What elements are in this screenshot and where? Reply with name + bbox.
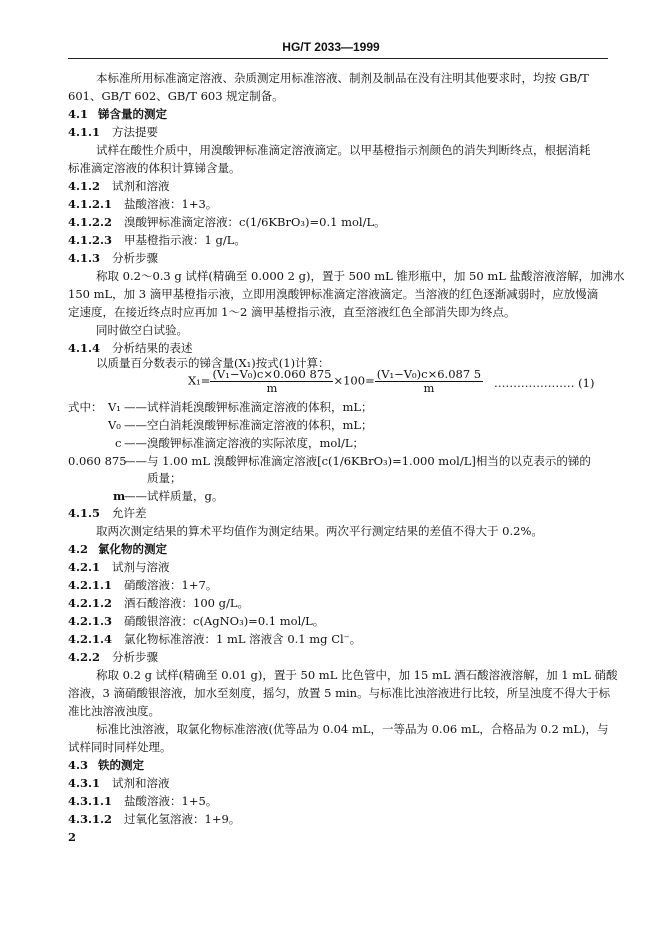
formula-fraction-2 (375, 368, 483, 395)
item-text: 溴酸钾标准滴定溶液：c(1/6KBrO₃)=0.1 mol/L。 (124, 215, 386, 229)
section-4-1-1-title: 方法提要 (112, 125, 158, 139)
section-4-2-2-title: 分析步骤 (112, 650, 158, 664)
formula-denominator-1: m (266, 381, 278, 395)
procedure-line-4: 同时做空白试验。 (96, 323, 188, 337)
section-4-1-2-title: 试剂和溶液 (112, 179, 170, 193)
var-desc: ——与 1.00 mL 溴酸钾标准滴定溶液[c(1/6KBrO₃)=1.000 mol/L]相当的以克表示的锑的 (124, 454, 591, 468)
section-4-1-5-number: 4.1.5 (68, 506, 101, 520)
section-4-1-number: 4.1 (68, 107, 89, 121)
item-number: 4.1.2.1 (68, 197, 113, 211)
section-4-3-title: 铁的测定 (98, 758, 144, 772)
section-4-1-4-title: 分析结果的表述 (112, 341, 193, 355)
var-desc: ——试样质量，g。 (124, 489, 224, 503)
section-4-2-title: 氯化物的测定 (98, 542, 167, 556)
item-text: 氯化物标准溶液：1 mL 溶液含 0.1 mg Cl⁻。 (124, 632, 362, 646)
chloride-procedure-line-5: 试样同时同样处理。 (68, 740, 172, 754)
section-4-1-2-number: 4.1.2 (68, 179, 101, 193)
section-4-1-1-number: 4.1.1 (68, 125, 101, 139)
formula-numerator-1: (V₁−V₀)c×0.060 875 (212, 367, 332, 381)
standard-header: HG/T 2033—1999 (282, 40, 380, 54)
section-4-2-number: 4.2 (68, 542, 89, 556)
item-text: 过氧化氢溶液：1+9。 (124, 812, 241, 826)
item-text: 盐酸溶液：1+3。 (124, 197, 218, 211)
where-label: 式中： (68, 400, 103, 414)
header-rule (68, 58, 608, 59)
section-4-1-4-number: 4.1.4 (68, 341, 101, 355)
item-number: 4.3.1.1 (68, 794, 113, 808)
var-symbol: V₀ (108, 418, 121, 432)
formula-denominator-2: m (423, 381, 435, 395)
chloride-procedure-line-3: 准比浊溶液浊度。 (68, 704, 160, 718)
var-symbol: 0.060 875 (68, 454, 127, 468)
item-number: 4.2.1.2 (68, 596, 113, 610)
item-number: 4.3.1.2 (68, 812, 113, 826)
item-number: 4.1.2.2 (68, 215, 113, 229)
section-4-1-3-number: 4.1.3 (68, 251, 101, 265)
chloride-procedure-line-2: 溶液，3 滴硝酸银溶液，加水至刻度，摇匀，放置 5 min。与标准比浊溶液进行比较，所呈浊度不得大于标 (68, 686, 611, 700)
method-summary-line-2: 标准滴定溶液的体积计算锑含量。 (68, 161, 241, 175)
item-number: 4.2.1.1 (68, 578, 113, 592)
var-symbol: m (113, 489, 126, 503)
formula-lhs: X₁= (188, 373, 211, 388)
section-4-3-1-number: 4.3.1 (68, 776, 101, 790)
item-text: 酒石酸溶液：100 g/L。 (124, 596, 249, 610)
method-summary-line-1: 试样在酸性介质中，用溴酸钾标准滴定溶液滴定。以甲基橙指示剂颜色的消失判断终点，根据消耗 (96, 143, 591, 157)
section-4-2-1-title: 试剂与溶液 (112, 560, 170, 574)
item-text: 盐酸溶液：1+5。 (124, 794, 218, 808)
section-4-1-title: 锑含量的测定 (98, 107, 167, 121)
var-symbol: c (115, 436, 122, 450)
section-4-1-5-title: 允许差 (112, 506, 147, 520)
procedure-line-3: 定速度，在接近终点时应再加 1～2 滴甲基橙指示液，直至溶液红色全部消失即为终点。 (68, 305, 516, 319)
section-4-2-1-number: 4.2.1 (68, 560, 101, 574)
formula-mid: ×100= (333, 373, 375, 388)
procedure-line-2: 150 mL，加 3 滴甲基橙指示液，立即用溴酸钾标准滴定溶液滴定。当溶液的红色逐渐减弱时，应放慢滴 (68, 287, 599, 301)
item-text: 硝酸银溶液：c(AgNO₃)=0.1 mol/L。 (124, 614, 325, 628)
item-text: 甲基橙指示液：1 g/L。 (124, 233, 246, 247)
formula-fraction-1 (210, 368, 333, 395)
formula-numerator-2: (V₁−V₀)c×6.087 5 (376, 367, 482, 381)
chloride-procedure-line-4: 标准比浊溶液，取氯化物标准溶液(优等品为 0.04 mL，一等品为 0.06 mL，合格品为 0.2 mL)，与 (96, 722, 609, 736)
section-4-1-3-title: 分析步骤 (112, 251, 158, 265)
formula-number: ………………… (1) (494, 376, 595, 390)
formula-lead: 以质量百分数表示的锑含量(X₁)按式(1)计算： (96, 356, 330, 370)
intro-line-1: 本标准所用标准滴定溶液、杂质测定用标准溶液、制剂及制品在没有注明其他要求时，均按 GB/T (96, 71, 589, 85)
section-4-2-2-number: 4.2.2 (68, 650, 101, 664)
item-number: 4.2.1.3 (68, 614, 113, 628)
item-text: 硝酸溶液：1+7。 (124, 578, 218, 592)
var-symbol: V₁ (108, 400, 121, 414)
item-number: 4.1.2.3 (68, 233, 113, 247)
intro-line-2: 601、GB/T 602、GB/T 603 规定制备。 (68, 89, 284, 103)
section-4-3-number: 4.3 (68, 758, 89, 772)
formula-1 (188, 368, 483, 395)
page-number: 2 (68, 830, 77, 844)
chloride-procedure-line-1: 称取 0.2 g 试样(精确至 0.01 g)，置于 50 mL 比色管中，加 15 mL 酒石酸溶液溶解，加 1 mL 硝酸 (96, 668, 618, 682)
var-desc: ——试样消耗溴酸钾标准滴定溶液的体积，mL； (124, 400, 373, 414)
item-number: 4.2.1.4 (68, 632, 113, 646)
var-desc: ——空白消耗溴酸钾标准滴定溶液的体积，mL； (124, 418, 373, 432)
var-desc-continued: 质量； (147, 471, 182, 485)
procedure-line-1: 称取 0.2～0.3 g 试样(精确至 0.000 2 g)，置于 500 mL 锥形瓶中，加 50 mL 盐酸溶液溶解，加沸水 (96, 269, 625, 283)
tolerance-text: 取两次测定结果的算术平均值作为测定结果。两次平行测定结果的差值不得大于 0.2%。 (96, 524, 543, 538)
var-desc: ——溴酸钾标准滴定溶液的实际浓度，mol/L； (124, 436, 365, 450)
section-4-3-1-title: 试剂和溶液 (112, 776, 170, 790)
